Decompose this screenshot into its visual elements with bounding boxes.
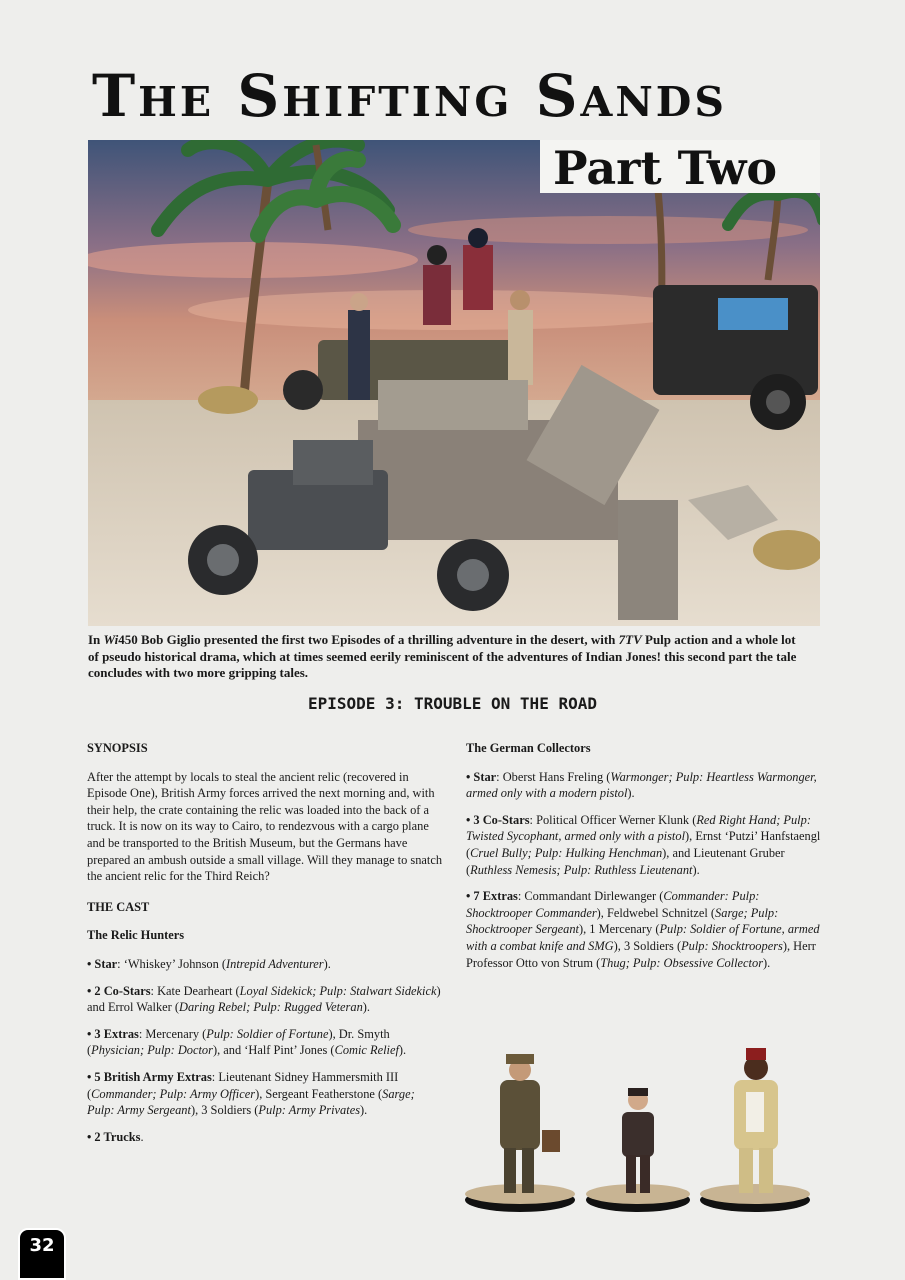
hero-photo: [88, 140, 820, 626]
page-subtitle: Part Two: [553, 141, 778, 195]
desert-diorama-image: [88, 140, 820, 626]
cast-entry-british-extras: • 5 British Army Extras: Lieutenant Sidney Hammersmith III (Commander; Pulp: Army Officer), Sergeant Featherstone (Sarge; Pulp: Army Sergeant), 3 Soldiers (Pulp: Army Privates).: [87, 1069, 415, 1118]
german-entry-star: • Star: Oberst Hans Freling (Warmonger; Pulp: Heartless Warmonger, armed only with a modern pistol).: [466, 769, 817, 801]
right-column: [466, 740, 822, 981]
page-title: The Shifting Sands: [92, 62, 727, 130]
synopsis-heading: SYNOPSIS: [87, 741, 148, 755]
cast-heading: THE CAST: [87, 899, 150, 914]
synopsis-text: After the attempt by locals to steal the ancient relic (recovered in Episode One), British Army forces arrived the next morning and, with their help, the crate containing the relic was loaded into the back of a truck. It is now on its way to Cairo, to rendezvous with a cargo plane and be transported to the British Museum, but the Germans have prepared an ambush outside a small village. Will they manage to snatch the ancient relic for the Third Reich?: [87, 769, 443, 884]
cast-entry-extras: • 3 Extras: Mercenary (Pulp: Soldier of Fortune), Dr. Smyth (Physician; Pulp: Doctor), and ‘Half Pint’ Jones (Comic Relief).: [87, 1026, 407, 1058]
cast-entry-star: • Star: ‘Whiskey’ Johnson (Intrepid Adventurer).: [87, 956, 331, 971]
intro-paragraph: In Wi450 Bob Giglio presented the first two Episodes of a thrilling adventure in the desert, with 7TV Pulp action and a whole lot of pseudo historical drama, which at times seemed eerily reminiscent of the adventures of Indian Jones! this second part the tale concludes with two more gripping tales.: [88, 632, 797, 680]
cast-entry-trucks: • 2 Trucks.: [87, 1129, 144, 1144]
miniatures-photo: [460, 1040, 820, 1220]
episode-heading: EPISODE 3: TROUBLE ON THE ROAD: [308, 694, 597, 713]
relic-hunters-heading: The Relic Hunters: [87, 928, 185, 943]
page-number: 32: [18, 1228, 66, 1280]
cast-entry-costars: • 2 Co-Stars: Kate Dearheart (Loyal Sidekick; Pulp: Stalwart Sidekick) and Errol Walker (Daring Rebel; Pulp: Rugged Veteran).: [87, 983, 441, 1015]
german-entry-costars: • 3 Co-Stars: Political Officer Werner Klunk (Red Right Hand; Pulp: Twisted Sycophant, armed only with a pistol), Ernst ‘Putzi’ Hanfstaengl (Cruel Bully; Pulp: Hulking Henchman), and Lieutenant Gruber (Ruthless Nemesis; Pulp: Ruthless Lieutenant).: [466, 812, 821, 877]
miniature-figures-image: [460, 1040, 820, 1220]
left-column: [87, 740, 445, 1155]
german-entry-extras: • 7 Extras: Commandant Dirlewanger (Commander: Pulp: Shocktrooper Commander), Feldwebel Schnitzel (Sarge; Pulp: Shocktrooper Sergeant), 1 Mercenary (Pulp: Soldier of Fortune, armed with a combat knife and SMG), 3 Soldiers (Pulp: Shocktroopers), Herr Professor Otto von Strum (Thug; Pulp: Obsessive Collector).: [466, 889, 820, 970]
german-collectors-heading: The German Collectors: [466, 741, 591, 755]
